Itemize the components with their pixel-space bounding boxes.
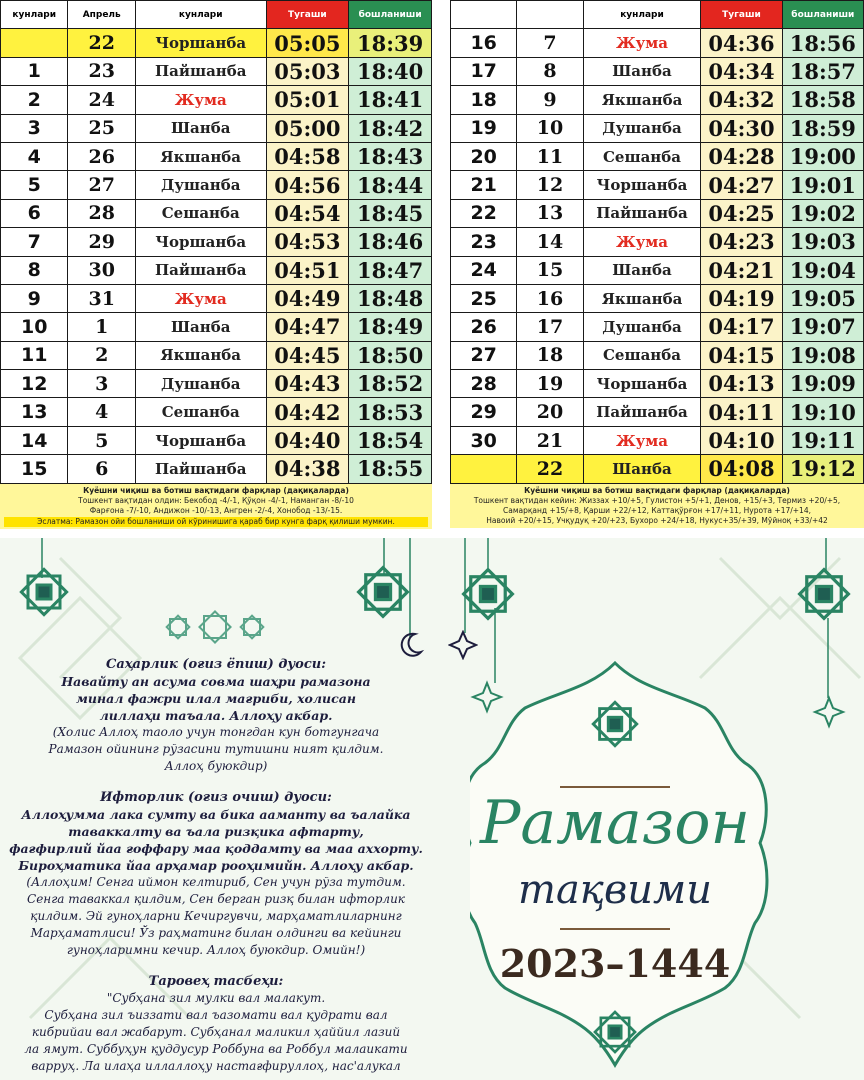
iftar-time-cell: 18:41 (349, 86, 432, 114)
table-row (451, 86, 864, 114)
note-title: Куёшни чиқиш ва ботиш вақтидаги фарқлар (дақиқаларда) (83, 485, 349, 495)
table-row (451, 455, 864, 483)
date-cell: 30 (68, 256, 135, 284)
cover-subtitle: тақвими (518, 867, 712, 913)
day-number-cell: 13 (1, 398, 68, 426)
lattice-ornament-icon (18, 566, 70, 618)
weekday-cell: Чоршанба (135, 29, 266, 57)
date-cell: 23 (68, 57, 135, 85)
table-row (1, 114, 432, 142)
iftar-meaning-line: гуноҳларимни кечир. Аллоҳ буюкдир. Омийн!) (66, 943, 366, 957)
taroveh-line: кибрийаи вал жабарут. Субҳанал маликил ҳаййил лазий (31, 1025, 401, 1039)
table-row (451, 256, 864, 284)
day-number-cell: 4 (1, 142, 68, 170)
sahar-time-cell: 04:36 (701, 29, 782, 57)
date-cell: 24 (68, 86, 135, 114)
day-number-cell: 1 (1, 57, 68, 85)
iftar-time-cell: 18:49 (349, 313, 432, 341)
header-cell: кунлари (1, 1, 68, 29)
table-row (451, 199, 864, 227)
table-row (1, 455, 432, 483)
day-number-cell: 29 (451, 398, 517, 426)
day-number-cell: 25 (451, 284, 517, 312)
sahar-title: Саҳарлик (оғиз ёпиш) дуоси: (106, 657, 326, 672)
weekday-cell: Якшанба (135, 142, 266, 170)
day-number-cell: 7 (1, 228, 68, 256)
sahar-time-cell: 04:19 (701, 284, 782, 312)
sahar-time-cell: 04:10 (701, 426, 782, 454)
weekday-cell: Чоршанба (583, 171, 701, 199)
sahar-text-line: лиллаҳи таъала. Аллоҳу акбар. (99, 708, 333, 723)
date-cell: 11 (517, 142, 583, 170)
weekday-cell: Якшанба (135, 341, 266, 369)
taroveh-line: "Субҳана зил мулки вал малакут. (106, 991, 326, 1005)
date-cell: 5 (68, 426, 135, 454)
table-row (1, 171, 432, 199)
iftar-time-cell: 18:50 (349, 341, 432, 369)
note-line: Тошкент вақтидан кейин: Жиззах +10/+5, Гулистон +5/+1, Денов, +15/+3, Термиз +20/+5, (473, 495, 841, 505)
iftar-time-cell: 19:12 (782, 455, 863, 483)
iftar-time-cell: 18:55 (349, 455, 432, 483)
sahar-text-line: минал фажри илал мағриби, холисан (76, 691, 356, 706)
table-row (1, 313, 432, 341)
sahar-meaning-line: Рамазон ойининг рўзасини тутишни ният қилдим. (48, 742, 384, 756)
day-number-cell: 30 (451, 426, 517, 454)
sahar-time-cell: 04:17 (701, 313, 782, 341)
table-row (1, 199, 432, 227)
note-warning: Эслатма: Рамазон ойи бошланиши ой кўринишига қараб бир кунга фарқ қилиши мумкин. (4, 517, 428, 527)
date-cell: 26 (68, 142, 135, 170)
date-cell: 28 (68, 199, 135, 227)
taroveh-title: Таровеҳ тасбеҳи: (148, 974, 284, 989)
date-cell: 21 (517, 426, 583, 454)
taroveh-line: варруҳ. Ла илаҳа иллаллоҳу настағфируллоҳ, нас'алукал (31, 1059, 401, 1073)
table-row (1, 426, 432, 454)
iftar-text-line: фағфирлий йаа ғоффару маа қоддамту ва маа аххорту. (9, 841, 423, 856)
header-cell: кунлари (583, 1, 701, 29)
iftar-meaning-line: (Аллоҳим! Сенга иймон келтириб, Сен учун рўза тутдим. (26, 875, 406, 889)
lattice-ornament-icon (460, 566, 516, 622)
day-number-cell: 17 (451, 57, 517, 85)
iftar-time-cell: 19:11 (782, 426, 863, 454)
table-row (451, 341, 864, 369)
date-cell: 22 (517, 455, 583, 483)
weekday-cell: Душанба (583, 114, 701, 142)
day-number-cell: 26 (451, 313, 517, 341)
calendar-table-right (450, 0, 864, 525)
iftar-time-cell: 18:43 (349, 142, 432, 170)
date-cell: 13 (517, 199, 583, 227)
sahar-time-cell: 04:25 (701, 199, 782, 227)
day-number-cell: 12 (1, 370, 68, 398)
sahar-time-cell: 04:21 (701, 256, 782, 284)
iftar-text-line: таваккалту ва ъала ризқика афтарту, (68, 824, 364, 839)
iftar-time-cell: 18:44 (349, 171, 432, 199)
iftar-time-cell: 18:52 (349, 370, 432, 398)
header-cell-sahar: Тугаши (266, 1, 349, 29)
iftar-time-cell: 18:58 (782, 86, 863, 114)
table-row (451, 426, 864, 454)
sahar-time-cell: 04:08 (701, 455, 782, 483)
table-row (1, 228, 432, 256)
time-difference-note (450, 484, 864, 528)
weekday-cell: Шанба (135, 114, 266, 142)
iftar-meaning-line: Марҳаматлиси! Ўз раҳматинг билан олдинги ва кейинги (30, 926, 402, 940)
iftar-meaning-line: қилдим. Эй гуноҳларни Кечиргувчи, марҳаматлиларнинг (30, 909, 402, 923)
iftar-time-cell: 19:10 (782, 398, 863, 426)
iftar-time-cell: 19:08 (782, 341, 863, 369)
header-cell: кунлари (135, 1, 266, 29)
weekday-cell: Жума (135, 284, 266, 312)
timetable-left (0, 0, 432, 484)
sahar-time-cell: 04:58 (266, 142, 349, 170)
sahar-time-cell: 04:15 (701, 341, 782, 369)
calendar-table-left (0, 0, 432, 526)
weekday-cell: Шанба (583, 256, 701, 284)
table-row (451, 370, 864, 398)
day-number-cell: 19 (451, 114, 517, 142)
header-cell (517, 1, 583, 29)
sahar-time-cell: 04:23 (701, 228, 782, 256)
header-cell: Апрель (68, 1, 135, 29)
iftar-time-cell: 18:48 (349, 284, 432, 312)
iftar-time-cell: 18:54 (349, 426, 432, 454)
date-cell: 3 (68, 370, 135, 398)
date-cell: 8 (517, 57, 583, 85)
iftar-time-cell: 18:56 (782, 29, 863, 57)
table-row (1, 29, 432, 57)
booklet-spread (0, 538, 864, 1080)
date-cell: 9 (517, 86, 583, 114)
sahar-time-cell: 04:34 (701, 57, 782, 85)
date-cell: 1 (68, 313, 135, 341)
weekday-cell: Сешанба (135, 199, 266, 227)
day-number-cell: 20 (451, 142, 517, 170)
note-line: Самарқанд +15/+8, Қарши +22/+12, Каттақўрғон +17/+11, Нурота +17/+14, (503, 505, 811, 515)
weekday-cell: Сешанба (583, 142, 701, 170)
iftar-text-line: Бироҳматика йаа арҳамар рооҳимийн. Аллоҳу акбар. (18, 858, 414, 873)
iftar-time-cell: 19:03 (782, 228, 863, 256)
sahar-time-cell: 04:32 (701, 86, 782, 114)
table-row (1, 341, 432, 369)
iftar-time-cell: 19:00 (782, 142, 863, 170)
iftar-time-cell: 18:42 (349, 114, 432, 142)
iftar-time-cell: 18:40 (349, 57, 432, 85)
sahar-time-cell: 04:42 (266, 398, 349, 426)
taroveh-line: Субҳана зил ъиззати вал ъазомати вал қудрати вал (44, 1008, 388, 1022)
table-row (451, 313, 864, 341)
weekday-cell: Чоршанба (135, 228, 266, 256)
lattice-ornament-icon (592, 1009, 638, 1055)
table-row (1, 284, 432, 312)
sahar-time-cell: 04:28 (701, 142, 782, 170)
day-number-cell: 22 (451, 199, 517, 227)
note-line: Тошкент вақтидан олдин: Бекобод -4/-1, Қўқон -4/-1, Наманган -8/-10 (78, 495, 354, 505)
sahar-time-cell: 04:27 (701, 171, 782, 199)
day-number-cell: 23 (451, 228, 517, 256)
table-row (1, 256, 432, 284)
day-number-cell: 8 (1, 256, 68, 284)
date-cell: 19 (517, 370, 583, 398)
weekday-cell: Жума (583, 426, 701, 454)
sahar-time-cell: 04:54 (266, 199, 349, 227)
weekday-cell: Пайшанба (135, 455, 266, 483)
day-number-cell: 15 (1, 455, 68, 483)
table-row (451, 57, 864, 85)
sahar-time-cell: 04:30 (701, 114, 782, 142)
note-title: Куёшни чиқиш ва ботиш вақтидаги фарқлар (дақиқаларда) (524, 485, 790, 495)
day-number-cell: 24 (451, 256, 517, 284)
weekday-cell: Шанба (135, 313, 266, 341)
iftar-text-line: Аллоҳумма лака сумту ва бика ааманту ва ъалайка (21, 807, 411, 822)
sahar-time-cell: 04:56 (266, 171, 349, 199)
date-cell: 14 (517, 228, 583, 256)
weekday-cell: Сешанба (583, 341, 701, 369)
day-number-cell: 18 (451, 86, 517, 114)
day-number-cell: 3 (1, 114, 68, 142)
table-row (451, 29, 864, 57)
weekday-cell: Пайшанба (583, 398, 701, 426)
sahar-time-cell: 04:38 (266, 455, 349, 483)
timetable-right (450, 0, 864, 484)
time-difference-note (0, 484, 432, 529)
date-cell: 4 (68, 398, 135, 426)
date-cell: 31 (68, 284, 135, 312)
header-cell-iftar: бошланиши (782, 1, 863, 29)
weekday-cell: Якшанба (583, 86, 701, 114)
iftar-time-cell: 19:02 (782, 199, 863, 227)
table-header (451, 1, 864, 29)
weekday-cell: Чоршанба (583, 370, 701, 398)
date-cell: 16 (517, 284, 583, 312)
sahar-time-cell: 04:11 (701, 398, 782, 426)
date-cell: 7 (517, 29, 583, 57)
weekday-cell: Душанба (583, 313, 701, 341)
weekday-cell: Пайшанба (135, 256, 266, 284)
date-cell: 12 (517, 171, 583, 199)
iftar-time-cell: 19:01 (782, 171, 863, 199)
weekday-cell: Сешанба (135, 398, 266, 426)
weekday-cell: Пайшанба (583, 199, 701, 227)
table-row (451, 284, 864, 312)
day-number-cell: 16 (451, 29, 517, 57)
cover-panel (470, 653, 830, 1073)
iftar-time-cell: 18:39 (349, 29, 432, 57)
table-row (451, 114, 864, 142)
sahar-time-cell: 04:43 (266, 370, 349, 398)
sahar-time-cell: 04:47 (266, 313, 349, 341)
iftar-time-cell: 19:04 (782, 256, 863, 284)
day-number-cell: 9 (1, 284, 68, 312)
table-row (451, 171, 864, 199)
cover-title: Рамазон (479, 788, 751, 858)
header-cell-iftar: бошланиши (349, 1, 432, 29)
weekday-cell: Чоршанба (135, 426, 266, 454)
day-number-cell (451, 455, 517, 483)
iftar-time-cell: 18:53 (349, 398, 432, 426)
table-row (1, 57, 432, 85)
sahar-time-cell: 05:01 (266, 86, 349, 114)
iftar-time-cell: 19:09 (782, 370, 863, 398)
day-number-cell: 2 (1, 86, 68, 114)
table-row (1, 86, 432, 114)
date-cell: 18 (517, 341, 583, 369)
iftar-title: Ифторлик (оғиз очиш) дуоси: (100, 790, 332, 805)
day-number-cell: 21 (451, 171, 517, 199)
sahar-meaning-line: Аллоҳ буюкдир) (164, 759, 268, 773)
arch-frame (470, 653, 830, 1073)
sahar-time-cell: 04:13 (701, 370, 782, 398)
header-cell-sahar: Тугаши (701, 1, 782, 29)
weekday-cell: Жума (135, 86, 266, 114)
note-line: Навоий +20/+15, Учқудуқ +20/+23, Бухоро +24/+18, Нукус+35/+39, Мўйноқ +33/+42 (486, 515, 828, 525)
iftar-time-cell: 19:05 (782, 284, 863, 312)
sahar-time-cell: 04:49 (266, 284, 349, 312)
date-cell: 20 (517, 398, 583, 426)
iftar-meaning-line: Сенга таваккал қилдим, Сен берган ризқ билан ифторлик (27, 892, 405, 906)
sahar-time-cell: 05:05 (266, 29, 349, 57)
date-cell: 6 (68, 455, 135, 483)
date-cell: 17 (517, 313, 583, 341)
table-row (451, 228, 864, 256)
day-number-cell: 28 (451, 370, 517, 398)
weekday-cell: Душанба (135, 171, 266, 199)
day-number-cell: 14 (1, 426, 68, 454)
cover-year: 2023–1444 (499, 941, 731, 986)
divider (560, 928, 670, 930)
sahar-text-line: Навайту ан асума совма шаҳри рамазона (61, 674, 371, 689)
sahar-meaning-line: (Холис Аллоҳ таоло учун тонгдан кун ботгунгача (52, 725, 380, 739)
iftar-time-cell: 18:59 (782, 114, 863, 142)
day-number-cell: 11 (1, 341, 68, 369)
table-row (1, 370, 432, 398)
weekday-cell: Жума (583, 29, 701, 57)
sahar-time-cell: 04:45 (266, 341, 349, 369)
prayers-column (0, 648, 432, 1080)
sahar-time-cell: 04:53 (266, 228, 349, 256)
date-cell: 29 (68, 228, 135, 256)
iftar-time-cell: 19:07 (782, 313, 863, 341)
weekday-cell: Душанба (135, 370, 266, 398)
date-cell: 25 (68, 114, 135, 142)
weekday-cell: Шанба (583, 57, 701, 85)
iftar-time-cell: 18:47 (349, 256, 432, 284)
day-number-cell: 6 (1, 199, 68, 227)
day-number-cell (1, 29, 68, 57)
lattice-small-ornament-icon (165, 610, 265, 644)
sahar-time-cell: 05:00 (266, 114, 349, 142)
taroveh-line: ла ямут. Суббуҳун қуддусур Роббуна ва Роббул малаикати (24, 1042, 408, 1056)
sahar-time-cell: 05:03 (266, 57, 349, 85)
weekday-cell: Жума (583, 228, 701, 256)
date-cell: 2 (68, 341, 135, 369)
date-cell: 15 (517, 256, 583, 284)
iftar-time-cell: 18:57 (782, 57, 863, 85)
sahar-time-cell: 04:40 (266, 426, 349, 454)
day-number-cell: 5 (1, 171, 68, 199)
iftar-time-cell: 18:46 (349, 228, 432, 256)
weekday-cell: Пайшанба (135, 57, 266, 85)
date-cell: 27 (68, 171, 135, 199)
note-line: Фарғона -7/-10, Андижон -10/-13, Ангрен -2/-4, Хонобод -13/-15. (89, 505, 343, 515)
table-header (1, 1, 432, 29)
weekday-cell: Шанба (583, 455, 701, 483)
day-number-cell: 10 (1, 313, 68, 341)
header-cell (451, 1, 517, 29)
table-row (451, 398, 864, 426)
table-row (1, 142, 432, 170)
sahar-time-cell: 04:51 (266, 256, 349, 284)
date-cell: 22 (68, 29, 135, 57)
table-row (451, 142, 864, 170)
day-number-cell: 27 (451, 341, 517, 369)
lattice-ornament-icon (590, 699, 640, 749)
date-cell: 10 (517, 114, 583, 142)
iftar-time-cell: 18:45 (349, 199, 432, 227)
table-row (1, 398, 432, 426)
lattice-ornament-icon (355, 564, 411, 620)
weekday-cell: Якшанба (583, 284, 701, 312)
lattice-ornament-icon (796, 566, 852, 622)
